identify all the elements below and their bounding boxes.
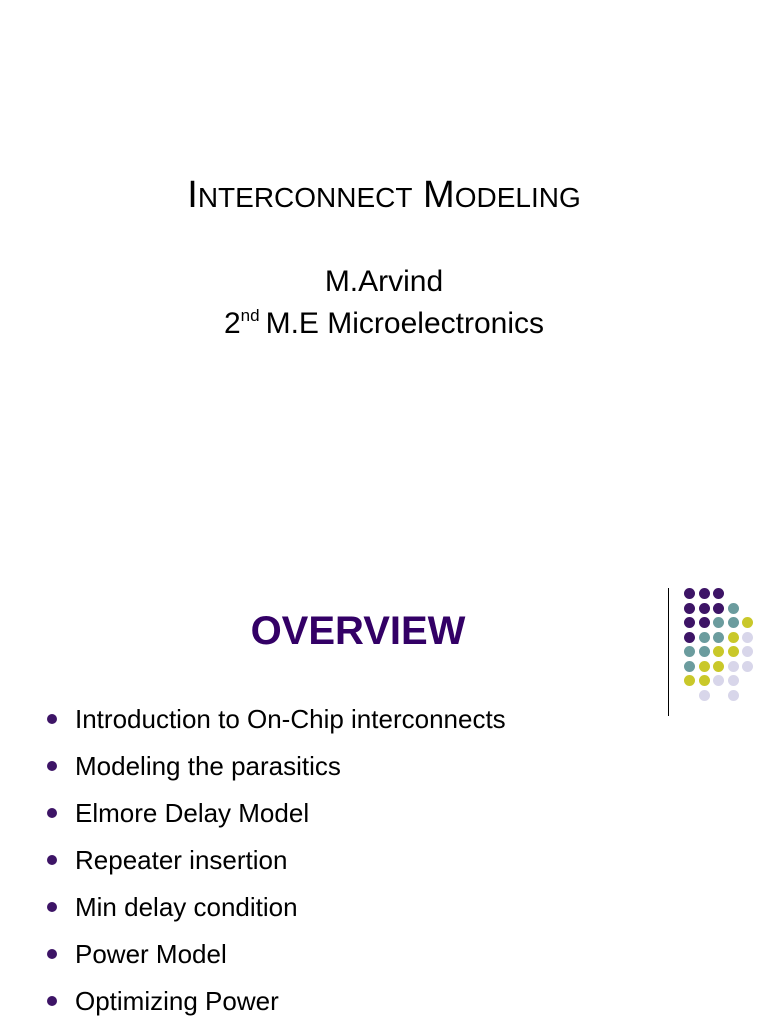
list-item — [0, 935, 768, 982]
course-name: M.E Microelectronics — [265, 307, 544, 340]
bullet-icon — [47, 714, 57, 724]
list-item — [0, 982, 768, 1024]
decoration-dot — [699, 588, 710, 599]
decoration-dot — [742, 646, 753, 657]
list-item — [0, 747, 768, 794]
list-item — [0, 841, 768, 888]
overview-bullet-list — [0, 700, 768, 1024]
decoration-dot — [728, 646, 739, 657]
decoration-dot — [684, 675, 695, 686]
title-rest-2: ODELING — [454, 182, 581, 213]
list-item — [0, 700, 768, 747]
decoration-dot — [713, 661, 724, 672]
decoration-dot — [728, 603, 739, 614]
decoration-dot — [728, 675, 739, 686]
bullet-text: Modeling the parasitics — [75, 751, 341, 781]
course-year: 2 — [223, 307, 241, 340]
slide-title — [0, 171, 768, 222]
decoration-dot — [699, 661, 710, 672]
title-initial-1: I — [187, 174, 198, 216]
list-item — [0, 888, 768, 935]
decoration-dot — [713, 675, 724, 686]
decoration-dot — [742, 617, 753, 628]
author-name: M.Arvind — [324, 265, 444, 298]
decoration-dot — [742, 632, 753, 643]
bullet-text: Repeater insertion — [75, 845, 288, 875]
bullet-text: Optimizing Power — [75, 986, 279, 1016]
overview-title: OVERVIEW — [250, 609, 466, 653]
bullet-icon — [47, 902, 57, 912]
decoration-dot — [728, 690, 739, 701]
bullet-text: Elmore Delay Model — [75, 798, 310, 828]
decoration-dot — [713, 588, 724, 599]
list-item — [0, 794, 768, 841]
course-ordinal: nd — [240, 306, 260, 325]
overview-slide — [0, 576, 768, 1024]
decoration-dot — [728, 617, 739, 628]
course-line — [0, 306, 768, 346]
decoration-dot — [699, 690, 710, 701]
decoration-dot — [684, 661, 695, 672]
bullet-icon — [47, 761, 57, 771]
bullet-icon — [47, 949, 57, 959]
decoration-dot — [728, 632, 739, 643]
bullet-text: Power Model — [75, 939, 227, 969]
title-rest-1: NTERCONNECT — [197, 182, 413, 213]
bullet-text: Introduction to On-Chip interconnects — [75, 704, 506, 734]
bullet-text: Min delay condition — [75, 892, 298, 922]
bullet-icon — [47, 855, 57, 865]
title-initial-2: M — [423, 174, 455, 216]
decoration-dot — [699, 675, 710, 686]
decoration-dot — [742, 661, 753, 672]
decoration-dot — [728, 661, 739, 672]
decoration-dot — [684, 588, 695, 599]
bullet-icon — [47, 808, 57, 818]
bullet-icon — [47, 996, 57, 1006]
